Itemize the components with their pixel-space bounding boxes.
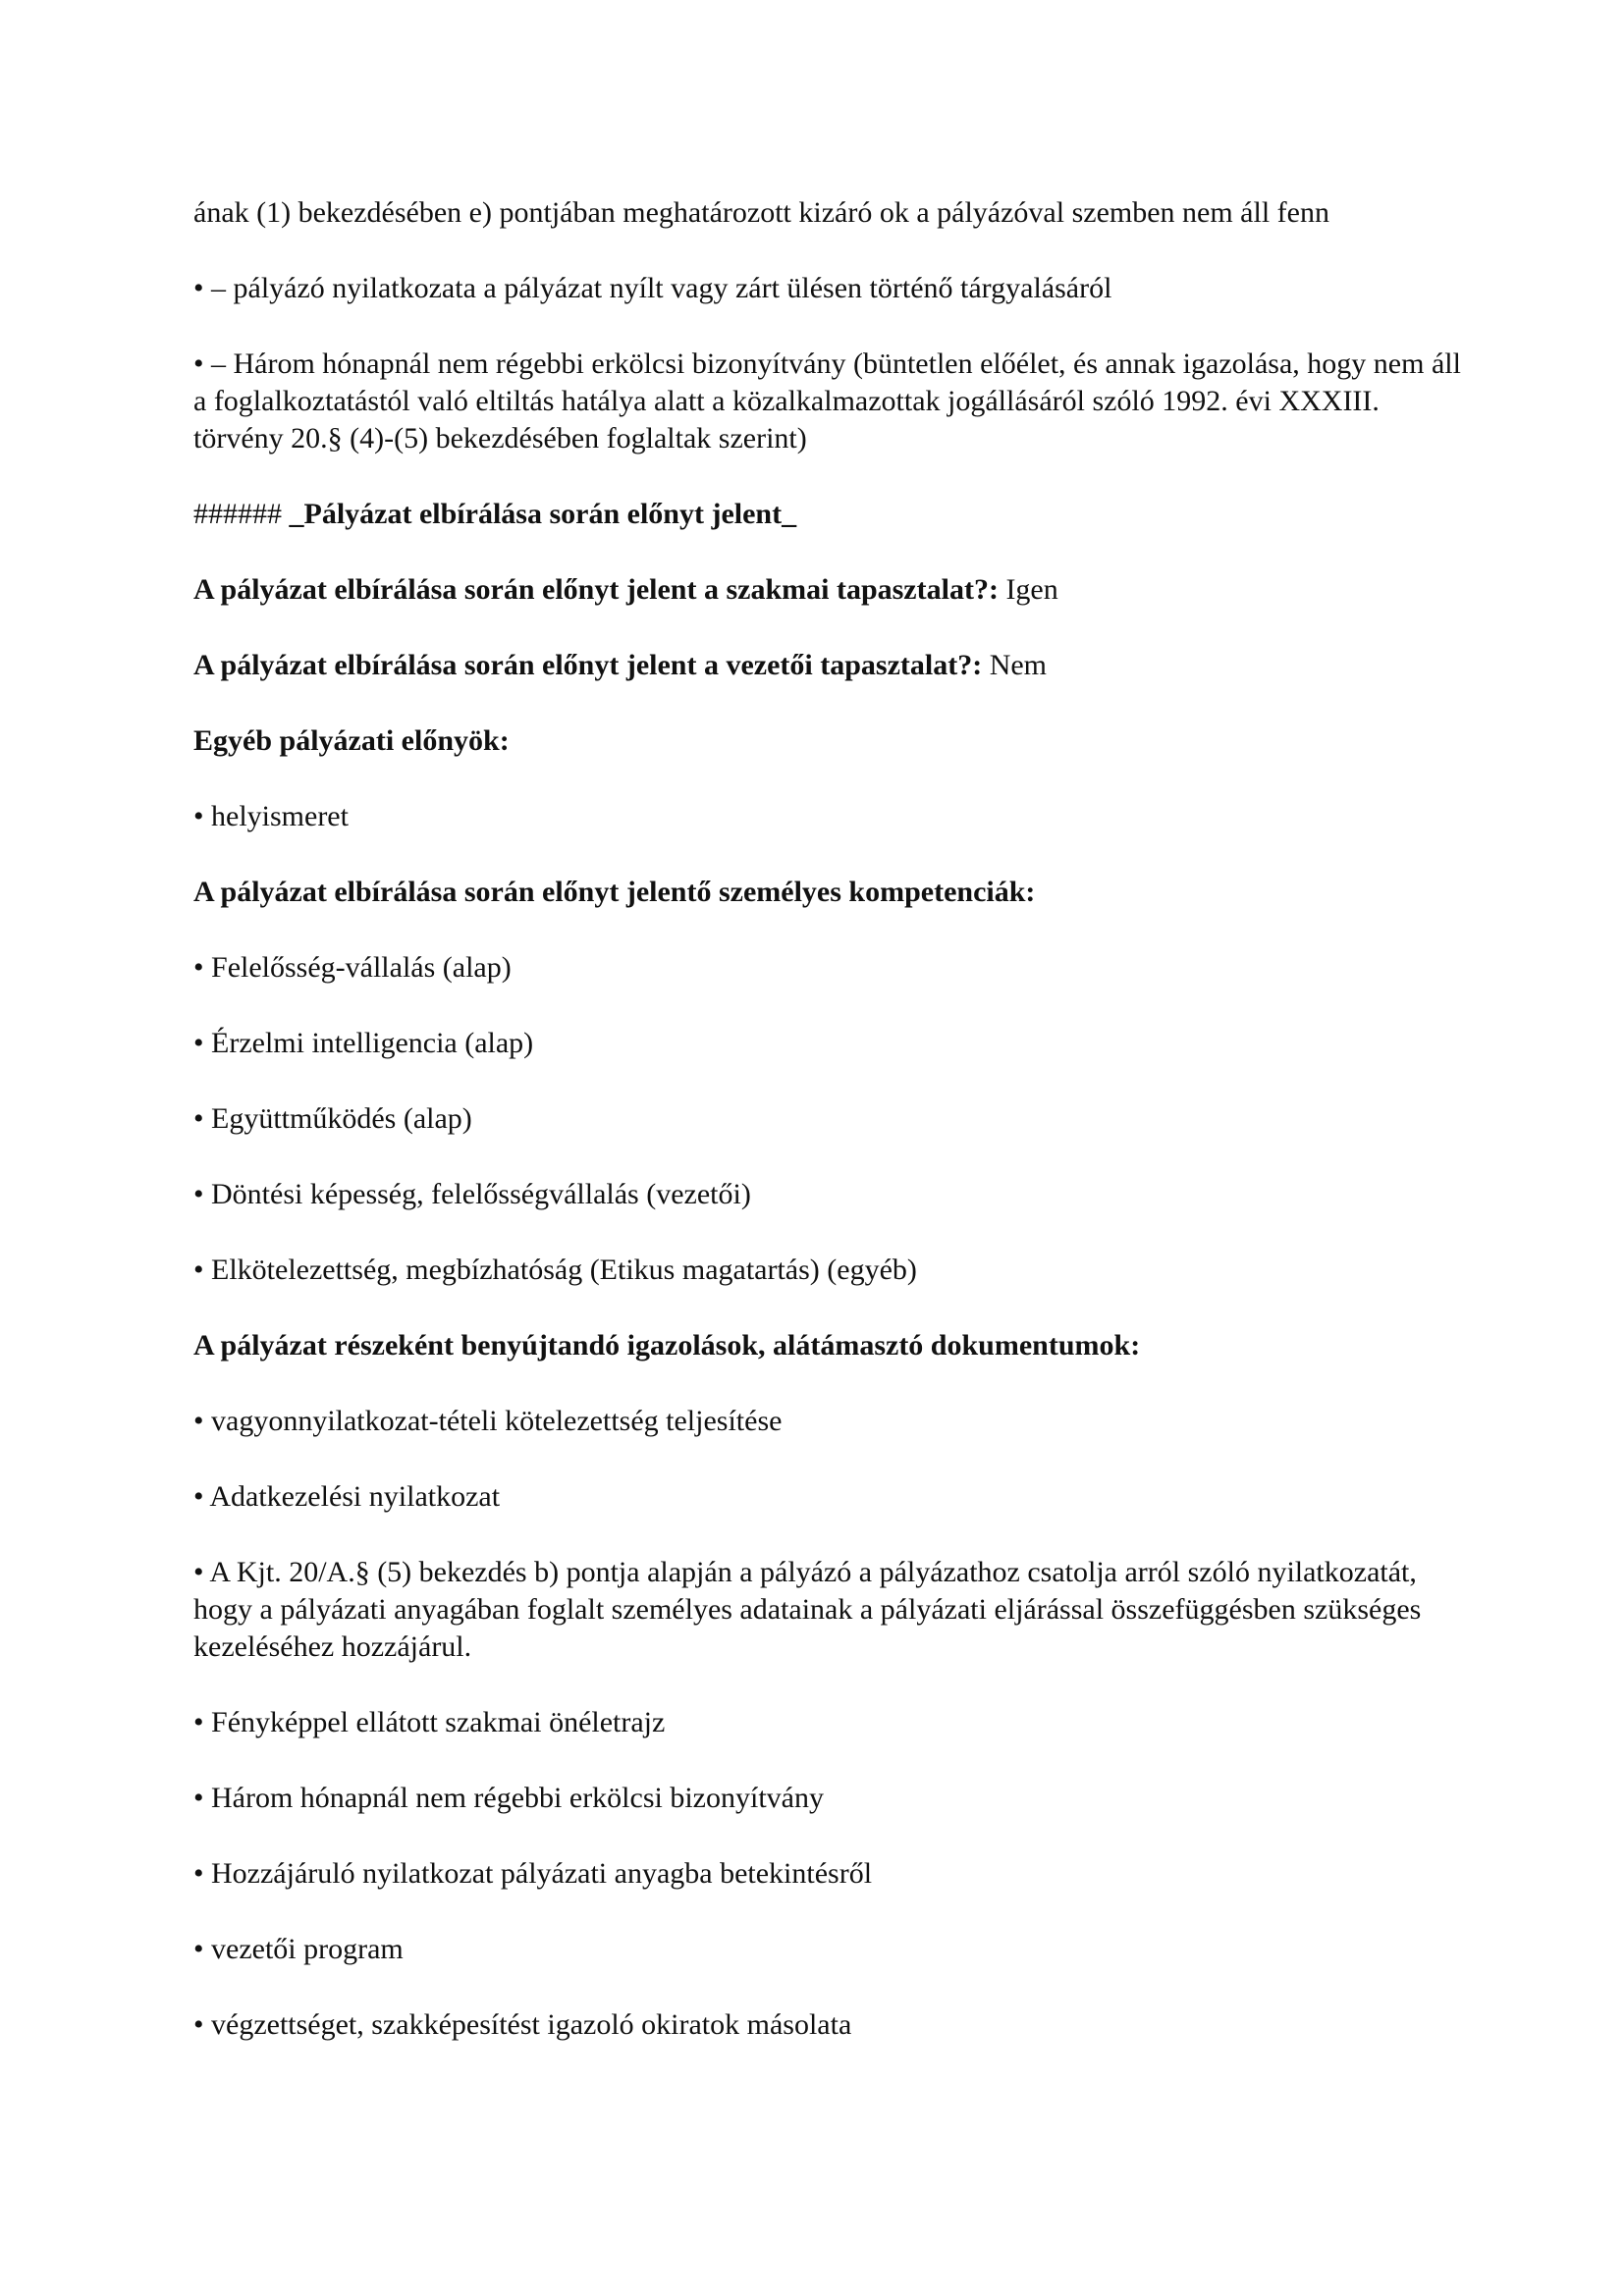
section-heading-elony [193, 496, 1470, 533]
vezetoi-tapasztalat-value: Nem [982, 649, 1048, 681]
szakmai-tapasztalat-value: Igen [998, 573, 1058, 606]
document-body [193, 194, 1470, 2082]
heading-text: _Pályázat elbírálása során előnyt jelent_ [289, 498, 797, 530]
bullet-egyuttmukodes: • Együttműködés (alap) [193, 1102, 472, 1135]
bullet-nyilatkozat-targyalas: • – pályázó nyilatkozata a pályázat nyílt vagy zárt ülésen történő tárgyalásáról [193, 272, 1112, 304]
igazolasok-heading: A pályázat részeként benyújtandó igazolások, alátámasztó dokumentumok: [193, 1329, 1141, 1362]
bullet-adatkezelesi: • Adatkezelési nyilatkozat [193, 1480, 501, 1513]
bullet-elkotelezettseg: • Elkötelezettség, megbízhatóság (Etikus magatartás) (egyéb) [193, 1254, 917, 1286]
szakmai-tapasztalat-row [193, 571, 1470, 609]
paragraph-continuation: ának (1) bekezdésében e) pontjában meghatározott kizáró ok a pályázóval szemben nem áll fenn [193, 196, 1329, 229]
bullet-erzelmi-intelligencia: • Érzelmi intelligencia (alap) [193, 1027, 534, 1059]
bullet-kjt-nyilatkozat: • A Kjt. 20/A.§ (5) bekezdés b) pontja alapján a pályázó a pályázathoz csatolja arról szóló nyilatkozatát, hogy a pályázati anyagában foglalt személyes adatainak a pályázati eljárással összefüggésben szükséges kezeléséhez hozzájárul. [193, 1556, 1422, 1663]
bullet-hozzajarulo-nyilatkozat: • Hozzájáruló nyilatkozat pályázati anyagba betekintésről [193, 1857, 873, 1890]
egyeb-elonyok-heading: Egyéb pályázati előnyök: [193, 724, 510, 757]
bullet-dontesi-kepesseg: • Döntési képesség, felelősségvállalás (vezetői) [193, 1178, 751, 1210]
bullet-vagyonnyilatkozat: • vagyonnyilatkozat-tételi kötelezettség teljesítése [193, 1405, 783, 1437]
bullet-oneletrajz: • Fényképpel ellátott szakmai önéletrajz [193, 1706, 666, 1738]
bullet-felelosseg: • Felelősség-vállalás (alap) [193, 951, 512, 984]
vezetoi-tapasztalat-label: A pályázat elbírálása során előnyt jelent a vezetői tapasztalat?: [193, 649, 983, 681]
heading-prefix: ###### [193, 498, 290, 530]
bullet-erkolcsi-bizonyitvany-reszletes: • – Három hónapnál nem régebbi erkölcsi bizonyítvány (büntetlen előélet, és annak igazolása, hogy nem áll a foglalkoztatástól való eltiltás hatálya alatt a közalkalmazottak jogállásáról szóló 1992. évi XXXIII. törvény 20.§ (4)-(5) bekezdésében foglaltak szerint) [193, 347, 1461, 454]
bullet-vegzettseg: • végzettséget, szakképesítést igazoló okiratok másolata [193, 2008, 852, 2041]
kompetenciak-heading: A pályázat elbírálása során előnyt jelentő személyes kompetenciák: [193, 876, 1036, 908]
vezetoi-tapasztalat-row [193, 647, 1470, 684]
bullet-helyismeret: • helyismeret [193, 800, 349, 832]
bullet-erkolcsi-bizonyitvany: • Három hónapnál nem régebbi erkölcsi bizonyítvány [193, 1782, 824, 1814]
bullet-vezetoi-program: • vezetői program [193, 1933, 404, 1965]
szakmai-tapasztalat-label: A pályázat elbírálása során előnyt jelent a szakmai tapasztalat?: [193, 573, 999, 606]
